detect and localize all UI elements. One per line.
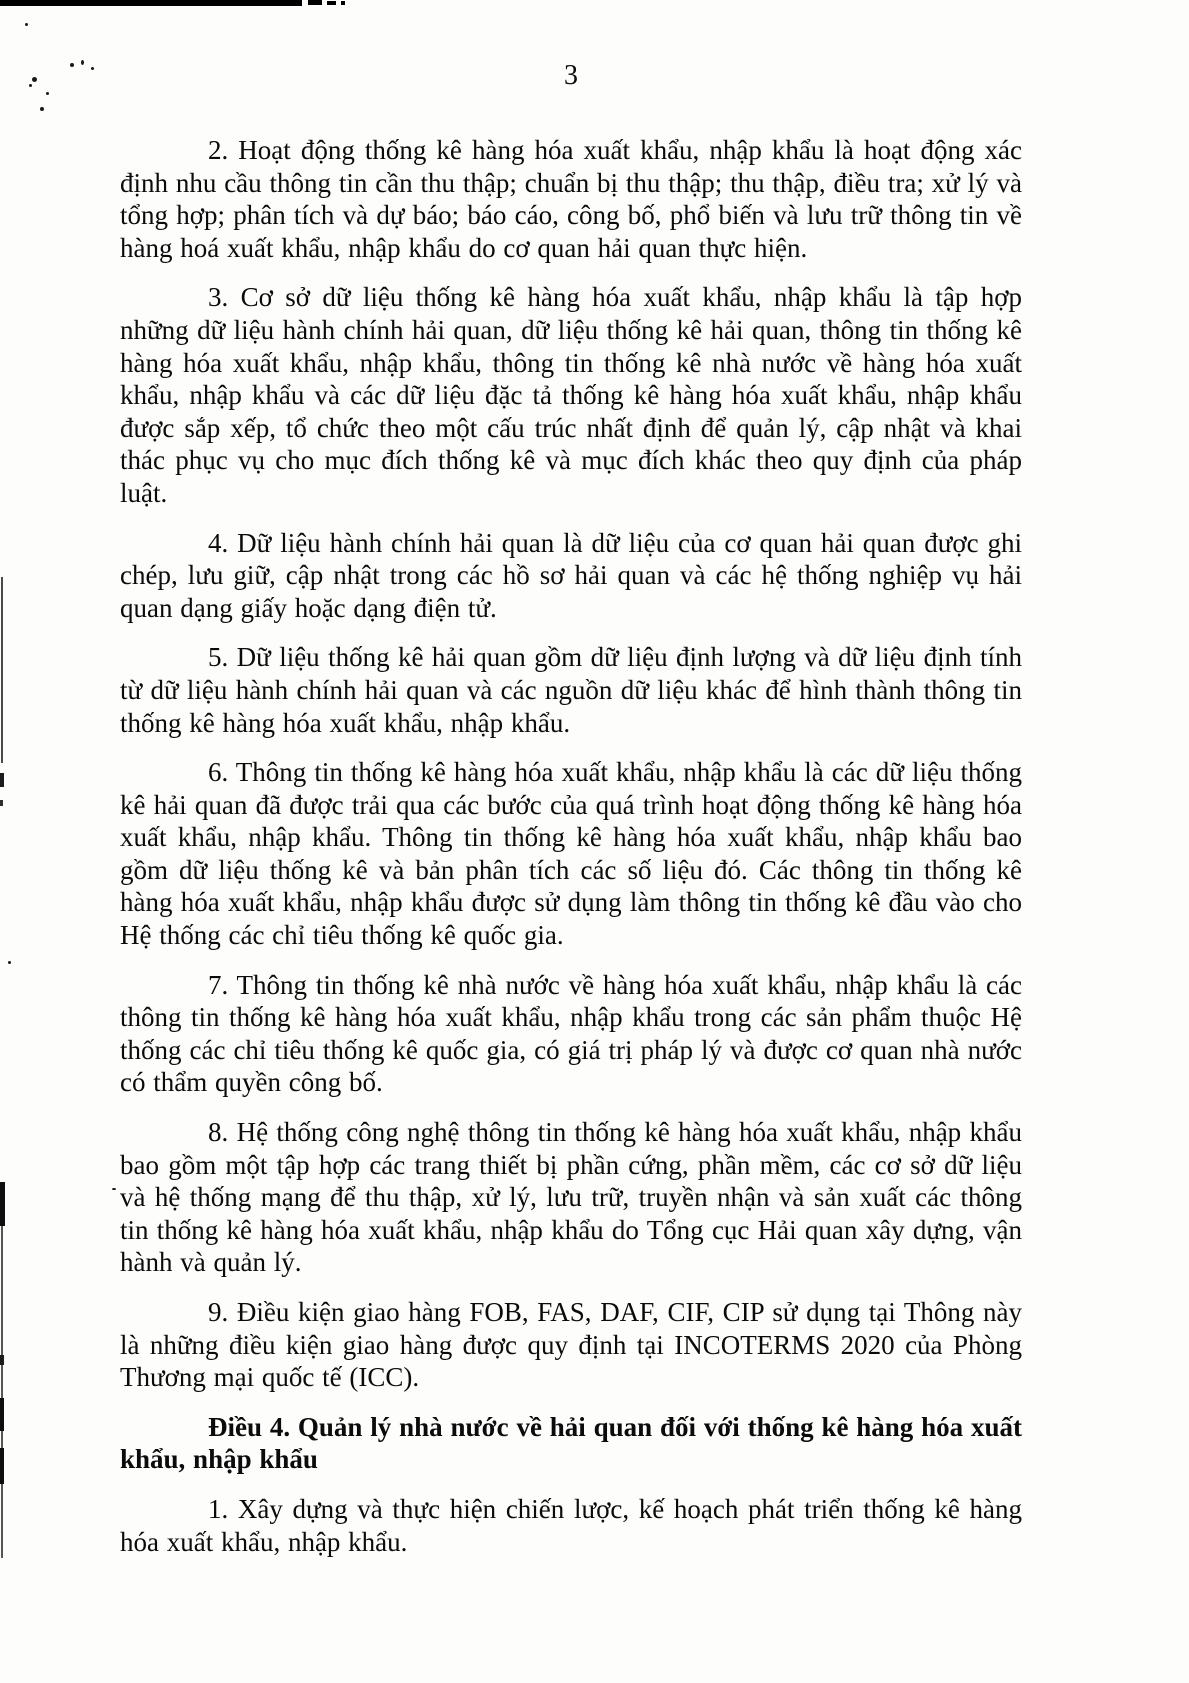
paragraph-clause-9: 9. Điều kiện giao hàng FOB, FAS, DAF, CIF, CIP sử dụng tại Thông này là những điều kiện giao hàng được quy định tại INCOTERMS 2020 của Phòng Thương mại quốc tế (ICC).: [120, 1297, 1022, 1393]
paragraph-clause-6: 6. Thông tin thống kê hàng hóa xuất khẩu, nhập khẩu là các dữ liệu thống kê hải quan đã được trải qua các bước của quá trình hoạt động thống kê hàng hóa xuất khẩu, nhập khẩu. Thông tin thống kê hàng hóa xuất khẩu, nhập khẩu bao gồm dữ liệu thống kê và bản phân tích các số liệu đó. Các thông tin thống kê hàng hóa xuất khẩu, nhập khẩu được sử dụng làm thông tin thống kê đầu vào cho Hệ thống các chỉ tiêu thống kê quốc gia.: [120, 757, 1022, 951]
paragraph-clause-7: 7. Thông tin thống kê nhà nước về hàng hóa xuất khẩu, nhập khẩu là các thông tin thống kê hàng hóa xuất khẩu, nhập khẩu trong các sản phẩm thuộc Hệ thống các chỉ tiêu thống kê quốc gia, có giá trị pháp lý và được cơ quan nhà nước có thẩm quyền công bố.: [120, 969, 1022, 1098]
paragraph-clause-8: 8. Hệ thống công nghệ thông tin thống kê hàng hóa xuất khẩu, nhập khẩu bao gồm một tập hợp các trang thiết bị phần cứng, phần mềm, các cơ sở dữ liệu và hệ thống mạng để thu thập, xử lý, lưu trữ, truyền nhận và sản xuất các thông tin thống kê hàng hóa xuất khẩu, nhập khẩu do Tổng cục Hải quan xây dựng, vận hành và quản lý.: [120, 1117, 1022, 1278]
scan-top-edge-dash: [327, 1, 336, 5]
scan-speck: [91, 67, 94, 70]
scan-speck: [81, 60, 84, 65]
paragraph-clause-3: 3. Cơ sở dữ liệu thống kê hàng hóa xuất khẩu, nhập khẩu là tập hợp những dữ liệu hành chính hải quan, dữ liệu thống kê hải quan, thông tin thống kê hàng hóa xuất khẩu, nhập khẩu, thông tin thống kê nhà nước về hàng hóa xuất khẩu, nhập khẩu và các dữ liệu đặc tả thống kê hàng hóa xuất khẩu, nhập khẩu được sắp xếp, tổ chức theo một cấu trúc nhất định để quản lý, cập nhật và khai thác phục vụ cho mục đích thống kê và mục đích khác theo quy định của pháp luật.: [120, 282, 1022, 508]
scan-speck: [8, 961, 11, 964]
paragraph-clause-2: 2. Hoạt động thống kê hàng hóa xuất khẩu, nhập khẩu là hoạt động xác định nhu cầu thông tin cần thu thập; chuẩn bị thu thập; thu thập, điều tra; xử lý và tổng hợp; phân tích và dự báo; báo cáo, công bố, phổ biến và lưu trữ thông tin về hàng hoá xuất khẩu, nhập khẩu do cơ quan hải quan thực hiện.: [120, 135, 1022, 263]
scan-speck: [29, 84, 32, 87]
scan-speck: [46, 92, 49, 95]
scan-top-edge-dash: [341, 1, 345, 5]
scan-top-edge-line: [0, 0, 302, 6]
scan-left-edge-mark: [0, 1182, 5, 1226]
article-4-heading: Điều 4. Quản lý nhà nước về hải quan đối với thống kê hàng hóa xuất khẩu, nhập khẩu: [120, 1411, 1022, 1475]
scan-speck: [70, 63, 74, 67]
scan-left-edge-mark: [0, 1448, 4, 1484]
scan-left-edge-mark: [0, 800, 3, 806]
page-number: 3: [564, 60, 578, 91]
scan-left-edge-mark: [0, 1398, 4, 1431]
scan-speck: [112, 1188, 116, 1190]
scan-left-edge-mark: [0, 1355, 4, 1365]
scan-top-edge-dash: [308, 0, 322, 5]
paragraph-article4-clause-1: 1. Xây dựng và thực hiện chiến lược, kế hoạch phát triển thống kê hàng hóa xuất khẩu, nhập khẩu.: [120, 1493, 1022, 1557]
scan-speck: [40, 107, 44, 111]
scan-left-edge-line: [1, 1226, 3, 1558]
paragraph-clause-5: 5. Dữ liệu thống kê hải quan gồm dữ liệu định lượng và dữ liệu định tính từ dữ liệu hành chính hải quan và các nguồn dữ liệu khác để hình thành thông tin thống kê hàng hóa xuất khẩu, nhập khẩu.: [120, 642, 1022, 738]
scan-left-edge-mark: [0, 773, 4, 787]
paragraph-clause-4: 4. Dữ liệu hành chính hải quan là dữ liệu của cơ quan hải quan được ghi chép, lưu giữ, cập nhật trong các hồ sơ hải quan và các hệ thống nghiệp vụ hải quan dạng giấy hoặc dạng điện tử.: [120, 527, 1022, 623]
scan-speck: [32, 77, 37, 82]
scan-speck: [25, 23, 28, 26]
scan-left-edge-line: [1, 577, 3, 763]
document-body: [120, 134, 1022, 1558]
